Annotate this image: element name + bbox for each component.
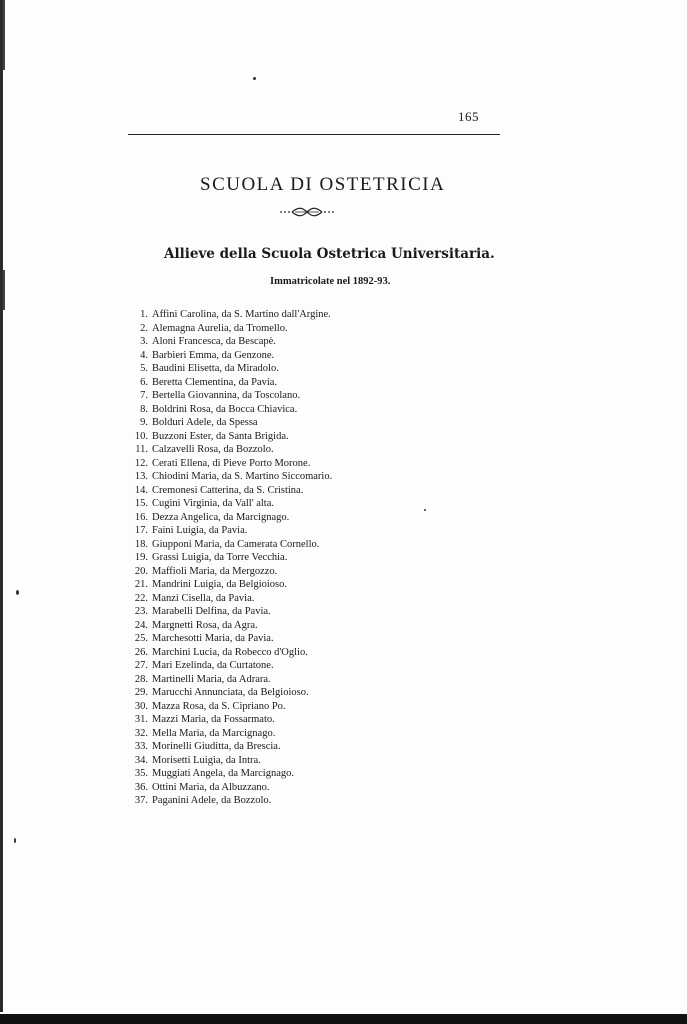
list-item-text: Paganini Adele, da Bozzolo. (152, 795, 272, 806)
list-item (118, 443, 418, 457)
list-item (118, 349, 418, 363)
list-item (118, 781, 418, 795)
list-item-text: Alemagna Aurelia, da Tromello. (152, 322, 288, 334)
ink-speck (424, 509, 426, 511)
list-item-text: Aloni Francesca, da Bescapè. (152, 336, 276, 347)
list-item (118, 565, 418, 579)
list-item-number: 12. (134, 457, 148, 469)
list-item (118, 794, 418, 808)
list-item (118, 322, 418, 336)
list-item (118, 646, 418, 660)
list-item (118, 376, 418, 390)
header-rule (128, 134, 500, 135)
list-item (118, 727, 418, 741)
list-item-number: 31. (134, 714, 148, 725)
list-item-number: 29. (134, 687, 148, 698)
list-item (118, 524, 418, 538)
list-item-text: Chiodini Maria, da S. Martino Siccomario. (152, 471, 333, 482)
list-item (118, 497, 418, 511)
list-item (118, 551, 418, 565)
ink-speck (14, 838, 16, 843)
page-edge-mark (3, 270, 5, 310)
list-item-text: Bolduri Adele, da Spessa (152, 417, 258, 428)
list-item-number: 9. (140, 417, 148, 428)
page-title: SCUOLA DI OSTETRICIA (200, 174, 446, 195)
list-item-number: 13. (134, 471, 148, 482)
list-item (118, 686, 418, 700)
list-item-text: Cugini Virginia, da Vall' alta. (152, 498, 275, 509)
list-item-text: Mazzi Maria, da Fossarmato. (152, 714, 275, 725)
list-item-number: 25. (134, 633, 148, 644)
list-item-number: 23. (134, 606, 148, 617)
list-item (118, 457, 418, 471)
list-item-number: 7. (140, 390, 148, 401)
list-item (118, 511, 418, 525)
list-item-number: 1. (140, 309, 148, 320)
list-item-text: Baudini Elisetta, da Miradolo. (152, 363, 279, 374)
list-item-text: Beretta Clementina, da Pavia. (152, 376, 278, 388)
flourish-ornament (278, 206, 336, 218)
ink-speck (253, 77, 256, 80)
list-item (118, 308, 418, 322)
list-item (118, 538, 418, 552)
list-item-text: Maffioli Maria, da Mergozzo. (152, 565, 278, 577)
student-list (118, 308, 418, 808)
list-item-number: 22. (134, 592, 148, 604)
list-item-text: Marucchi Annunciata, da Belgioioso. (152, 687, 309, 698)
list-item-number: 30. (134, 700, 148, 712)
page-number: 165 (458, 109, 479, 124)
list-item-text: Marchini Lucia, da Robecco d'Oglio. (152, 646, 308, 658)
list-item (118, 430, 418, 444)
list-item-number: 33. (134, 741, 148, 752)
list-item (118, 416, 418, 430)
list-item (118, 484, 418, 498)
list-item-text: Mandrini Luigia, da Belgioioso. (152, 579, 288, 590)
list-item-number: 4. (140, 349, 148, 361)
list-item-text: Muggiati Angela, da Marcignago. (152, 768, 295, 779)
list-item (118, 389, 418, 403)
list-item-number: 2. (140, 322, 148, 334)
list-item-number: 8. (140, 403, 148, 415)
list-item-text: Buzzoni Ester, da Santa Brigida. (152, 430, 289, 442)
list-item-text: Calzavelli Rosa, da Bozzolo. (152, 444, 274, 455)
list-item (118, 767, 418, 781)
list-item-number: 20. (134, 565, 148, 577)
list-item-number: 34. (134, 754, 148, 766)
list-item (118, 632, 418, 646)
list-item-text: Ottini Maria, da Albuzzano. (152, 781, 270, 793)
ink-speck (16, 590, 19, 595)
list-item-number: 26. (134, 646, 148, 658)
list-item-number: 6. (140, 376, 148, 388)
page-edge-mark (3, 0, 5, 70)
list-item (118, 700, 418, 714)
enrollment-heading: Immatricolate nel 1892-93. (270, 276, 391, 287)
list-item-text: Marabelli Delfina, da Pavia. (152, 606, 271, 617)
list-item-text: Bertella Giovannina, da Toscolano. (152, 390, 301, 401)
list-item (118, 335, 418, 349)
list-item-text: Dezza Angelica, da Marcignago. (152, 511, 290, 523)
list-item (118, 754, 418, 768)
list-item-text: Faini Luigia, da Pavia. (152, 525, 248, 536)
list-item-number: 21. (134, 579, 148, 590)
list-item-text: Affini Carolina, da S. Martino dall'Argine. (152, 309, 331, 320)
list-item-text: Martinelli Maria, da Adrara. (152, 673, 271, 685)
list-item-text: Marchesotti Maria, da Pavia. (152, 633, 274, 644)
list-item-number: 18. (134, 538, 148, 550)
list-item-text: Grassi Luigia, da Torre Vecchia. (152, 552, 288, 563)
list-item-text: Morinelli Giuditta, da Brescia. (152, 741, 281, 752)
list-item-number: 35. (134, 768, 148, 779)
list-item-number: 19. (134, 552, 148, 563)
list-item-number: 14. (134, 484, 148, 496)
list-item (118, 673, 418, 687)
list-item-number: 17. (134, 525, 148, 536)
list-item (118, 619, 418, 633)
list-item-text: Giupponi Maria, da Camerata Cornello. (152, 538, 320, 550)
list-item-number: 16. (134, 511, 148, 523)
list-item (118, 578, 418, 592)
list-item-text: Morisetti Luigia, da Intra. (152, 754, 261, 766)
list-item-text: Cremonesi Catterina, da S. Cristina. (152, 484, 304, 496)
list-item-text: Margnetti Rosa, da Agra. (152, 619, 258, 631)
list-item-number: 32. (134, 727, 148, 739)
list-item (118, 403, 418, 417)
list-item-number: 36. (134, 781, 148, 793)
list-item-number: 10. (134, 430, 148, 442)
list-item-number: 11. (135, 444, 148, 455)
list-item (118, 362, 418, 376)
list-item (118, 659, 418, 673)
list-item (118, 470, 418, 484)
list-item-text: Manzi Cisella, da Pavia. (152, 592, 255, 604)
list-item-number: 27. (134, 660, 148, 671)
list-item-number: 24. (134, 619, 148, 631)
list-item-text: Cerati Ellena, di Pieve Porto Morone. (152, 457, 311, 469)
section-subtitle: Allieve della Scuola Ostetrica Universitaria. (164, 246, 495, 262)
list-item (118, 592, 418, 606)
list-item-text: Mella Maria, da Marcignago. (152, 727, 276, 739)
page-bottom-edge (0, 1014, 687, 1024)
list-item-text: Boldrini Rosa, da Bocca Chiavica. (152, 403, 298, 415)
list-item-number: 28. (134, 673, 148, 685)
page-left-edge (0, 0, 3, 1012)
list-item-text: Mazza Rosa, da S. Cipriano Po. (152, 700, 286, 712)
list-item-number: 37. (134, 795, 148, 806)
list-item-text: Mari Ezelinda, da Curtatone. (152, 660, 274, 671)
list-item (118, 740, 418, 754)
list-item (118, 605, 418, 619)
list-item (118, 713, 418, 727)
list-item-number: 3. (140, 336, 148, 347)
list-item-number: 15. (134, 498, 148, 509)
list-item-number: 5. (140, 363, 148, 374)
list-item-text: Barbieri Emma, da Genzone. (152, 349, 275, 361)
